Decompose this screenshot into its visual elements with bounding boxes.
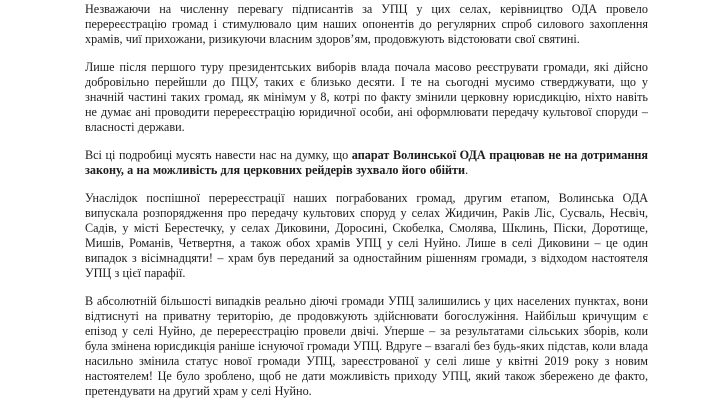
paragraph-1: Незважаючи на численну перевагу підписантів за УПЦ у цих селах, керівництво ОДА провело перереєстрацію громад і стимулювало цим наших опонентів до регулярних спроб силового захоплення храмів, чиї прихожани, ризикуючи власним здоров’ям, продовжують відстоювати свої святині. [85, 2, 648, 46]
paragraph-5: В абсолютній більшості випадків реально діючі громади УПЦ залишились у цих населених пунктах, вони відтиснуті на приватну територію, де продовжують здійснювати богослужіння. Найбільш кричущим є епізод у селі Нуйно, де перереєстрацію провели двічі. Уперше – за результатами сільських зборів, коли була змінена юрисдикція раніше існуючої громади УПЦ. Вдруге – взагалі без будь-яких підстав, коли влада насильно змінила статус нової громади УПЦ, зареєстрованої у селі лише у квітні 2019 року з новим настоятелем! Це було зроблено, щоб не дати можливість приходу УПЦ, який також збережено де факто, претендувати на другий храм у селі Нуйно. [85, 294, 648, 398]
paragraph-2: Лише після першого туру президентських виборів влада почала масово реєструвати громади, які дійсно добровільно перейшли до ПЦУ, таких є близько десяти. І те на сьогодні мусимо стверджувати, що у значній частині таких громад, як мінімум у 8, котрі по факту змінили церковну юрисдикцію, ніхто навіть не думає ані проводити перереєстрацію юридичної особи, ані оформлювати передачу культової споруди – власності держави. [85, 60, 648, 134]
paragraph-4: Унаслідок поспішної перереєстрації наших пограбованих громад, другим етапом, Волинська ОДА випускала розпорядження про передачу культових споруд у селах Жидичин, Раків Ліс, Сусваль, Несвіч, Садів, у місті Берестечку, у селах Диковини, Доросині, Скобелка, Смолява, Шклинь, Піски, Доротище, Мишів, Романів, Четвертня, а також обох храмів УПЦ у селі Нуйно. Лише в селі Диковини – це один випадок з вісімнадцяти! – храм був переданий за одностайним рішенням громади, з відходом настоятеля УПЦ з цієї парафії. [85, 191, 648, 280]
paragraph-3-lead-text: Всі ці подробиці мусять навести нас на думку, що [85, 148, 352, 162]
paragraph-3 [85, 148, 648, 178]
paragraph-3-bold-text: апарат Волинської ОДА працював не на дотримання закону, а на можливість для церковних рейдерів зухвало його обійти [85, 148, 648, 177]
paragraph-3-tail-text: . [465, 163, 469, 177]
